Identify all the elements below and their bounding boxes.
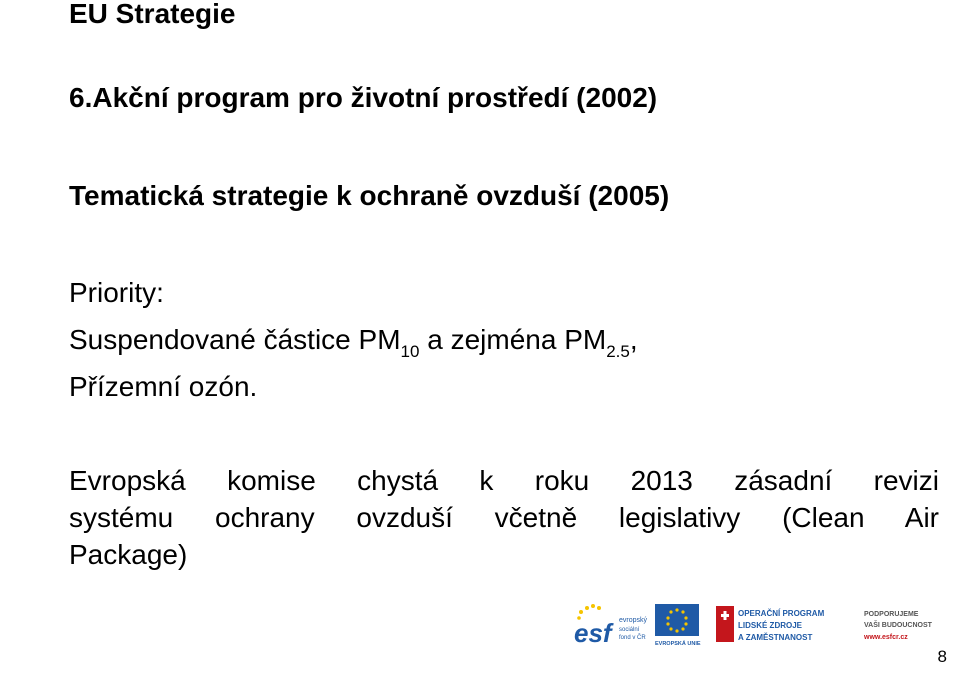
esf-text-mid: sociální — [619, 627, 640, 633]
support-line-1: PODPORUJEME — [864, 611, 919, 618]
page-number: 8 — [937, 647, 947, 666]
op-line-2: LIDSKÉ ZDROJE — [738, 621, 803, 630]
revision-paragraph — [69, 462, 939, 573]
support-url: www.esfcr.cz — [864, 634, 908, 641]
particles-middle: a zejména PM — [419, 324, 607, 355]
eu-label: EVROPSKÁ UNIE — [655, 641, 701, 647]
paragraph-line-2: systému ochrany ovzduší včetně legislativy (Clean Air — [69, 502, 939, 533]
ozone-line: Přízemní ozón. — [69, 371, 258, 402]
particles-line — [69, 324, 638, 361]
esf-word: esf — [574, 618, 612, 648]
op-line-3: A ZAMĚSTNANOST — [738, 633, 813, 642]
particles-prefix: Suspendované částice PM — [69, 324, 401, 355]
pm10-subscript: 10 — [400, 342, 420, 361]
eu-flag-logo — [655, 604, 701, 647]
esf-logo — [574, 604, 648, 648]
paragraph-line-3: Package) — [69, 539, 188, 570]
support-logo — [863, 611, 933, 641]
pm25-subscript: 2.5 — [606, 342, 630, 361]
op-lzz-logo — [716, 606, 825, 642]
paragraph-line-1: Evropská komise chystá k roku 2013 zásadní revizi — [69, 465, 939, 496]
priority-label: Priority: — [69, 277, 164, 308]
support-line-2: VAŠI BUDOUCNOST — [864, 622, 932, 629]
op-line-1: OPERAČNÍ PROGRAM — [738, 609, 825, 618]
particles-suffix: , — [629, 324, 638, 355]
slide-title: EU Strategie — [69, 0, 236, 29]
footer-logos — [571, 600, 951, 650]
heading-action-program: 6.Akční program pro životní prostředí (2002) — [69, 82, 658, 113]
esf-text-bot: fond v ČR — [619, 635, 646, 641]
esf-text-top: evropský — [619, 617, 648, 624]
heading-thematic-strategy: Tematická strategie k ochraně ovzduší (2005) — [69, 180, 670, 211]
